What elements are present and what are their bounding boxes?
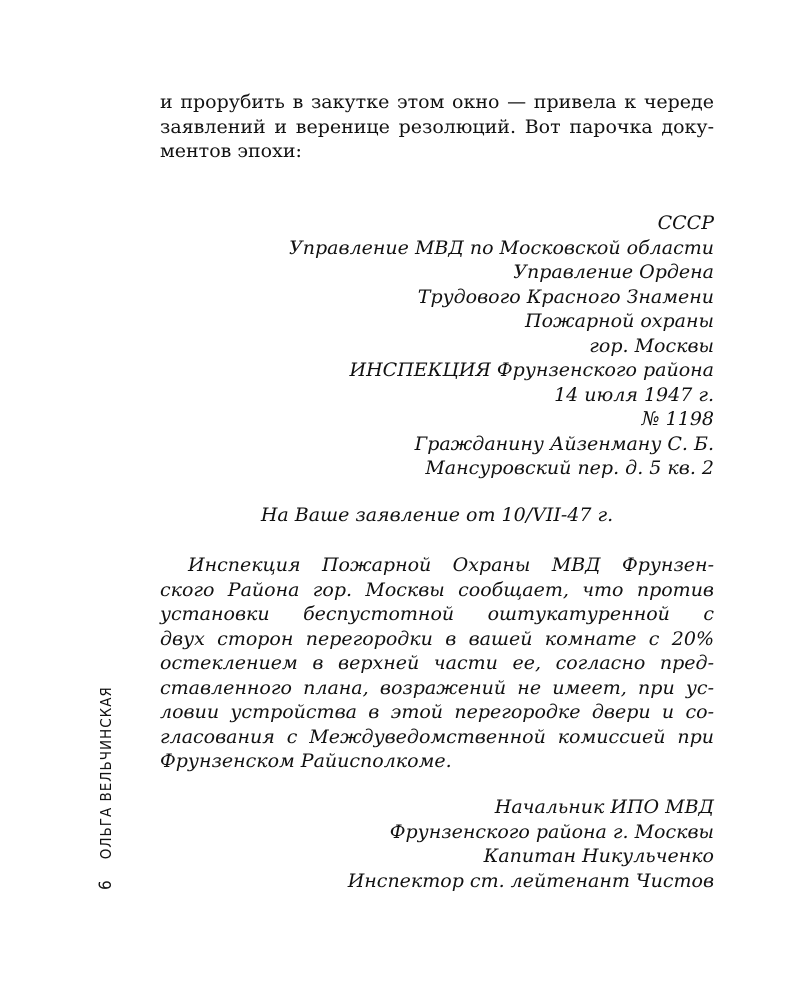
intro-line: и прорубить в закутке этом окно — привела к череде	[160, 91, 714, 113]
header-line-banner: Трудового Красного Знамени	[417, 285, 714, 308]
header-line-fire-service: Пожарной охраны	[525, 310, 714, 332]
body-line: Фрунзенском Райисполкоме.	[160, 750, 452, 772]
signature-line-title: Начальник ИПО МВД	[494, 796, 714, 818]
body-line: ловии устройства в этой перегородке двери и со-	[160, 701, 714, 723]
intro-line: ментов эпохи:	[160, 140, 302, 162]
body-line: установки беспустотной оштукатуренной с	[160, 603, 714, 625]
body-line: гласования с Междуведомственной комиссией при	[160, 725, 714, 748]
intro-line: заявлений и веренице резолюций. Вот парочка доку-	[160, 115, 714, 138]
header-line-number: № 1198	[641, 408, 714, 430]
body-line: ского Района гор. Москвы сообщает, что против	[160, 578, 714, 601]
header-line-address: Мансуровский пер. д. 5 кв. 2	[425, 457, 714, 479]
document-header	[154, 211, 714, 481]
signature-line-district: Фрунзенского района г. Москвы	[389, 820, 714, 843]
intro-paragraph	[160, 90, 714, 164]
signature-line-inspector: Инспектор ст. лейтенант Чистов	[347, 869, 714, 892]
header-line-date: 14 июля 1947 г.	[554, 383, 714, 406]
header-line-department: Управление МВД по Московской области	[289, 236, 714, 259]
body-line: остеклением в верхней части ее, согласно пред-	[160, 652, 714, 674]
page-number: 6	[96, 879, 116, 890]
header-line-addressee: Гражданину Айзенману С. Б.	[414, 432, 714, 455]
header-line-order: Управление Ордена	[513, 261, 714, 283]
document-subject: На Ваше заявление от 10/VII-47 г.	[260, 504, 614, 526]
document-body	[160, 553, 714, 774]
body-line: Инспекция Пожарной Охраны МВД Фрунзен-	[188, 554, 714, 576]
header-line-inspection: ИНСПЕКЦИЯ Фрунзенского района	[349, 359, 714, 381]
signature-block	[154, 795, 714, 893]
body-line: ставленного плана, возражений не имеет, при ус-	[160, 676, 714, 699]
body-line: двух сторон перегородки в вашей комнате с 20%	[160, 627, 714, 650]
running-head	[96, 686, 116, 890]
header-line-country: СССР	[657, 212, 714, 234]
header-line-city: гор. Москвы	[589, 334, 714, 357]
signature-line-captain: Капитан Никульченко	[483, 845, 714, 867]
author-name: ОЛЬГА ВЕЛЬЧИНСКАЯ	[97, 686, 115, 860]
